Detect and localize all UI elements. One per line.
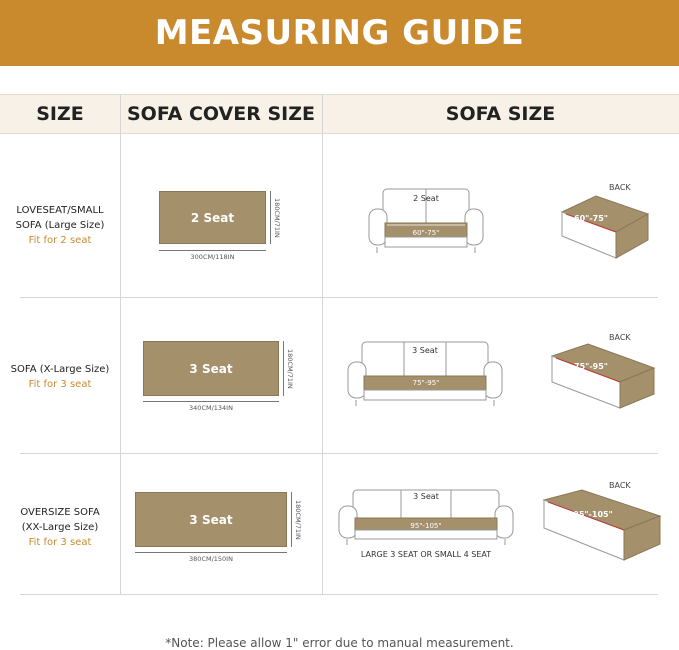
- cover-swatch: 3 Seat: [143, 341, 279, 396]
- height-arrow: [291, 492, 292, 547]
- page-title: MEASURING GUIDE: [154, 13, 525, 53]
- back-range: 75"-95": [574, 362, 608, 371]
- cover-height: 180CM/71IN: [294, 499, 302, 540]
- sofa-back-illustration: [556, 192, 652, 262]
- cover-width: 380CM/150IN: [189, 555, 233, 563]
- fit-label: Fit for 3 seat: [28, 537, 92, 548]
- sofa-seat-label: 3 Seat: [413, 492, 439, 501]
- back-label: BACK: [609, 333, 631, 342]
- sofa-seat-label: 3 Seat: [412, 346, 438, 355]
- column-divider: [120, 94, 121, 594]
- sofa-seat-label: 2 Seat: [413, 194, 439, 203]
- size-cell-row3: [0, 505, 120, 550]
- cover-width: 340CM/134IN: [189, 404, 233, 412]
- width-arrow: [143, 401, 279, 402]
- size-name: OVERSIZE SOFA: [20, 507, 100, 518]
- table-header: [0, 94, 679, 134]
- row-divider: [20, 297, 658, 298]
- size-name: (XX-Large Size): [21, 522, 99, 533]
- sofa-back-illustration: [548, 340, 658, 412]
- width-arrow: [135, 552, 287, 553]
- sofa-range: 75"-95": [412, 379, 440, 387]
- column-divider: [322, 94, 323, 594]
- back-label: BACK: [609, 481, 631, 490]
- size-name: SOFA (X-Large Size): [10, 364, 110, 375]
- back-label: BACK: [609, 183, 631, 192]
- sofa-back-illustration: [540, 486, 664, 564]
- sofa-range: 95"-105": [410, 522, 442, 530]
- cover-width: 300CM/118IN: [190, 253, 235, 261]
- cover-swatch: 2 Seat: [159, 191, 266, 244]
- header-sofa-size: SOFA SIZE: [445, 103, 556, 125]
- header-size: SIZE: [36, 103, 84, 125]
- size-cell-row1: [0, 203, 120, 248]
- size-cell-row2: [0, 362, 120, 392]
- fit-label: Fit for 2 seat: [28, 235, 92, 246]
- cover-height: 180CM/71IN: [286, 348, 294, 389]
- size-name: LOVESEAT/SMALL: [16, 205, 104, 216]
- sofa-range: 60"-75": [412, 229, 440, 237]
- height-arrow: [270, 191, 271, 244]
- row-divider: [20, 594, 658, 595]
- size-name: SOFA (Large Size): [15, 220, 105, 231]
- height-arrow: [283, 341, 284, 396]
- width-arrow: [159, 250, 266, 251]
- header-cover-size: SOFA COVER SIZE: [127, 103, 315, 125]
- back-range: 95"-105": [573, 510, 613, 519]
- fit-label: Fit for 3 seat: [28, 379, 92, 390]
- cover-height: 180CM/71IN: [273, 197, 281, 238]
- cover-swatch: 3 Seat: [135, 492, 287, 547]
- sofa-size-caption: LARGE 3 SEAT OR SMALL 4 SEAT: [360, 550, 492, 559]
- row-divider: [20, 453, 658, 454]
- back-range: 60"-75": [574, 214, 608, 223]
- title-banner: [0, 0, 679, 66]
- footnote: *Note: Please allow 1" error due to manual measurement.: [165, 636, 514, 650]
